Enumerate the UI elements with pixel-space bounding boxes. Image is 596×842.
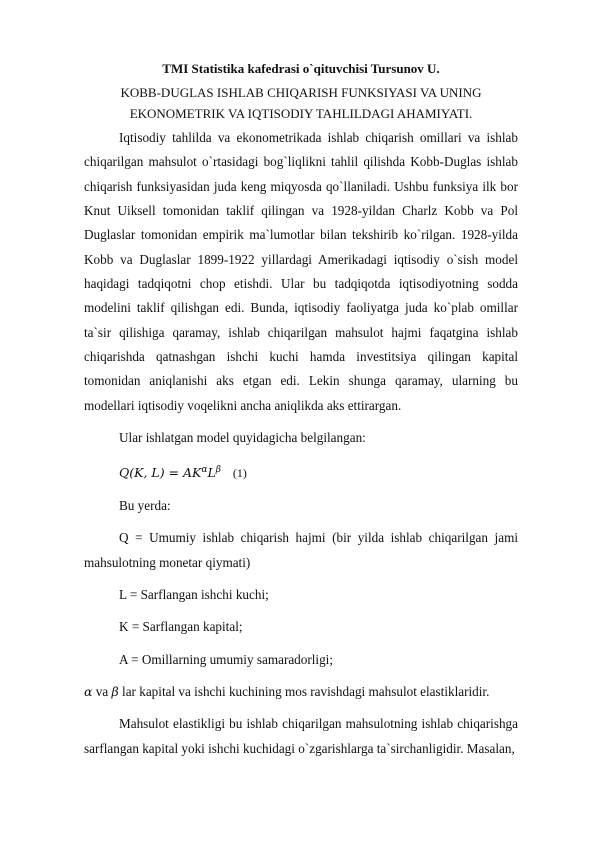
model-intro: Ular ishlatgan model quyidagicha belgilangan:: [119, 430, 366, 446]
title-line-2: EKONOMETRIK VA IQTISODIY TAHLILDAGI AHAMIYATI.: [129, 106, 473, 121]
alpha-beta-definition: [84, 680, 518, 704]
definition-K: K = Sarflangan kapital;: [119, 619, 243, 635]
cobb-douglas-formula: [84, 458, 518, 486]
formula-number: (1): [232, 466, 247, 481]
bu-yerda: Bu yerda:: [119, 497, 171, 513]
intro-paragraph: Iqtisodiy tahlilda va ekonometrikada ishlab chiqarish omillari va ishlab chiqarilgan mahsulot o`rtasidagi bog`liqlikni tahlil qilishda Kobb-Duglas ishlab chiqarish funksiyasidan juda keng miqyosda qo`llaniladi. Ushbu funksiya ilk bor Knut Uiksell tomonidan taklif qilingan va 1928-yildan Charlz Kobb va Pol Duglaslar tomonidan empirik ma`lumotlar bilan tekshirib ko`rilgan. 1928-yilda Kobb va Duglaslar 1899-1922 yillardagi Amerikadagi iqtisodiy o`sish model haqidagi tadqiqotni chop etishdi. Ular bu tadqiqotda iqtisodiyotning sodda modelini taklif qilishgan edi. Bunda, iqtisodiy faoliyatga juda ko`plab omillar ta`sir qilishiga qaramay, ishlab chiqarilgan mahsulot hajmi faqatgina ishlab chiqarishda qatnashgan ishchi kuchi hamda investitsiya qilingan kapital tomonidan aniqlanishi aks etgan edi. Lekin shunga qaramay, ularning bu modellari iqtisodiy voqelikni ancha aniqlikda aks ettirargan.: [84, 130, 518, 413]
alpha-beta-text: lar kapital va ishchi kuchining mos ravishdagi mahsulot elastiklaridir.: [118, 684, 490, 700]
formula-alpha: α: [201, 465, 208, 476]
elasticity-paragraph: Mahsulot elastikligi bu ishlab chiqarilgan mahsulotning ishlab chiqarishga sarflangan kapital yoki ishchi kuchidagi o`zgarishlarga ta`sirchanligidir. Masalan,: [84, 716, 518, 756]
alpha-symbol: α: [84, 684, 93, 700]
alpha-beta-va: va: [92, 684, 112, 700]
definition-Q: Q = Umumiy ishlab chiqarish hajmi (bir yilda ishlab chiqarilgan jami mahsulotning monetar qiymati): [84, 530, 518, 570]
title-line-1: KOBB-DUGLAS ISHLAB CHIQARISH FUNKSIYASI VA UNING: [120, 85, 482, 100]
definition-L: L = Sarflangan ishchi kuchi;: [119, 587, 269, 602]
author-line: TMI Statistika kafedrasi o`qituvchisi Tursunov U.: [162, 61, 440, 76]
formula-lhs: Q(K, L) = AK: [119, 465, 202, 481]
formula-beta: β: [215, 465, 221, 476]
beta-symbol: β: [111, 684, 119, 700]
definition-A: A = Omillarning umumiy samaradorligi;: [119, 651, 334, 667]
document-page: [84, 60, 518, 761]
formula-L: L: [207, 465, 216, 481]
